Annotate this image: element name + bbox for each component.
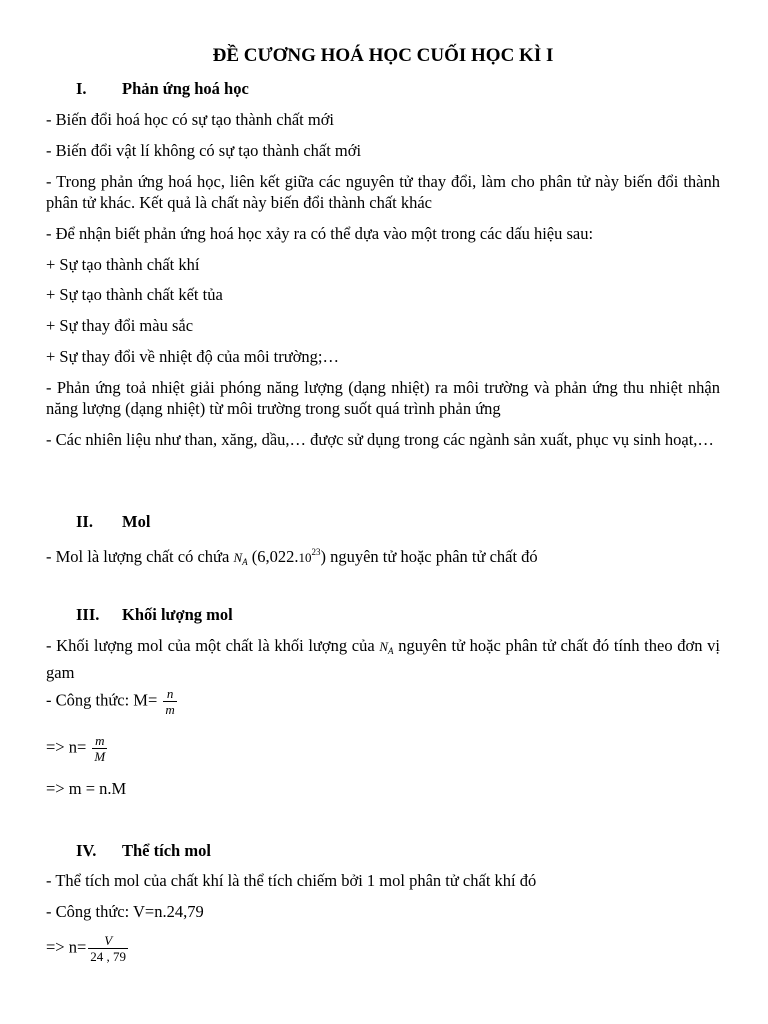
- list-item: + Sự thay đổi về nhiệt độ của môi trường;…: [46, 347, 340, 366]
- fraction-denominator: m: [165, 702, 175, 717]
- list-item: + Sự tạo thành chất khí: [46, 255, 200, 274]
- section-1-number: I.: [76, 79, 87, 98]
- fraction: [163, 686, 176, 717]
- paragraph: - Biến đổi vật lí không có sự tạo thành chất mới: [46, 141, 362, 160]
- avogadro-value-open: (6,022.: [251, 547, 299, 566]
- section-3-title: Khối lượng mol: [122, 605, 233, 624]
- paragraph: - Biến đổi hoá học có sự tạo thành chất mới: [46, 110, 335, 129]
- avogadro-symbol: $N_A$: [379, 639, 394, 656]
- section-2-heading: [76, 511, 150, 532]
- fraction-numerator: n: [163, 686, 176, 702]
- paragraph: - Các nhiên liệu như than, xăng, dầu,… được sử dụng trong các ngành sản xuất, phục vụ sinh hoạt,…: [46, 430, 714, 449]
- formula-volume: - Công thức: V=n.24,79: [46, 902, 204, 921]
- section-4-title: Thể tích mol: [122, 841, 211, 860]
- list-item: + Sự tạo thành chất kết tủa: [46, 285, 223, 304]
- fraction-denominator: M: [94, 749, 106, 764]
- fraction-denominator: 24 , 79: [90, 949, 127, 964]
- fraction: [88, 933, 128, 964]
- document-page: [46, 0, 720, 1024]
- section-4-heading: [76, 840, 211, 861]
- formula-mass: => m = n.M: [46, 779, 127, 798]
- power-exponent: 23: [311, 547, 321, 557]
- section-1-heading: [76, 78, 249, 99]
- list-item: + Sự thay đổi màu sắc: [46, 316, 194, 335]
- section-4-number: IV.: [76, 841, 97, 860]
- paragraph: - Khối lượng mol của một chất là khối lượng của $N_A$ nguyên tử hoặc phân tử chất đó tính theo đơn vị gam: [46, 636, 721, 682]
- formula-molar-mass: - Công thức: M= $\frac{n}{m}$: [46, 686, 175, 717]
- section-2-title: Mol: [122, 512, 151, 531]
- paragraph: - Phản ứng toả nhiệt giải phóng năng lượng (dạng nhiệt) ra môi trường và phản ứng thu nhiệt nhận năng lượng (dạng nhiệt) từ môi trường trong suốt quá trình phản ứng: [46, 378, 720, 418]
- section-1-title: Phản ứng hoá học: [122, 79, 249, 98]
- formula-mole-from-volume: => n= $\frac{V}{24 , 79}$: [46, 933, 127, 964]
- fraction-numerator: m: [92, 733, 107, 749]
- power-base: 10: [298, 550, 312, 565]
- section-3-number: III.: [76, 605, 100, 624]
- paragraph: - Để nhận biết phản ứng hoá học xảy ra có thể dựa vào một trong các dấu hiệu sau:: [46, 224, 594, 243]
- mol-definition-end: ) nguyên tử hoặc phân tử chất đó: [320, 547, 538, 566]
- mol-definition-text: - Mol là lượng chất có chứa: [46, 547, 230, 566]
- avogadro-symbol: $N_A$: [233, 550, 248, 567]
- fraction: [92, 733, 107, 764]
- section-3-heading: [76, 604, 233, 625]
- paragraph: [46, 542, 720, 573]
- fraction-numerator: V: [88, 933, 128, 949]
- paragraph: - Thể tích mol của chất khí là thể tích chiếm bởi 1 mol phân tử chất khí đó: [46, 871, 537, 890]
- document-title: ĐỀ CƯƠNG HOÁ HỌC CUỐI HỌC KÌ I: [212, 45, 554, 66]
- section-2-number: II.: [76, 512, 93, 531]
- formula-mole-count: => n= $\frac{m}{M}$: [46, 733, 106, 764]
- paragraph: - Trong phản ứng hoá học, liên kết giữa các nguyên tử thay đổi, làm cho phân tử này biến đổi thành phân tử khác. Kết quả là chất này biến đổi thành chất khác: [46, 172, 720, 212]
